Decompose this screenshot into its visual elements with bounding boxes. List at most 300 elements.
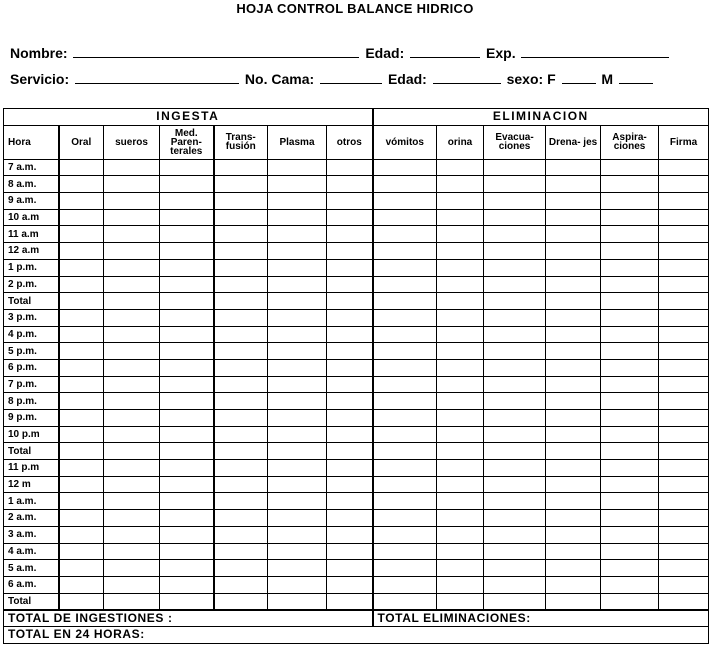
entry-cell[interactable] [437, 410, 484, 427]
entry-cell[interactable] [373, 560, 437, 577]
entry-cell[interactable] [104, 510, 160, 527]
entry-cell[interactable] [327, 293, 373, 310]
entry-cell[interactable] [373, 593, 437, 610]
entry-cell[interactable] [104, 309, 160, 326]
exp-field[interactable] [521, 46, 669, 58]
entry-cell[interactable] [268, 159, 327, 176]
entry-cell[interactable] [546, 543, 601, 560]
entry-cell[interactable] [327, 276, 373, 293]
entry-cell[interactable] [160, 460, 214, 477]
entry-cell[interactable] [484, 593, 546, 610]
entry-cell[interactable] [484, 243, 546, 260]
entry-cell[interactable] [484, 460, 546, 477]
entry-cell[interactable] [373, 226, 437, 243]
entry-cell[interactable] [546, 259, 601, 276]
entry-cell[interactable] [437, 510, 484, 527]
edad2-field[interactable] [433, 72, 501, 84]
entry-cell[interactable] [214, 593, 268, 610]
entry-cell[interactable] [327, 209, 373, 226]
entry-cell[interactable] [59, 493, 104, 510]
entry-cell[interactable] [268, 343, 327, 360]
entry-cell[interactable] [214, 259, 268, 276]
entry-cell[interactable] [373, 159, 437, 176]
entry-cell[interactable] [373, 243, 437, 260]
entry-cell[interactable] [104, 159, 160, 176]
entry-cell[interactable] [601, 359, 659, 376]
entry-cell[interactable] [437, 176, 484, 193]
entry-cell[interactable] [268, 393, 327, 410]
entry-cell[interactable] [160, 493, 214, 510]
entry-cell[interactable] [546, 576, 601, 593]
entry-cell[interactable] [160, 193, 214, 210]
entry-cell[interactable] [160, 426, 214, 443]
entry-cell[interactable] [484, 493, 546, 510]
entry-cell[interactable] [59, 226, 104, 243]
entry-cell[interactable] [327, 510, 373, 527]
entry-cell[interactable] [104, 526, 160, 543]
entry-cell[interactable] [327, 226, 373, 243]
entry-cell[interactable] [160, 159, 214, 176]
entry-cell[interactable] [437, 460, 484, 477]
entry-cell[interactable] [601, 343, 659, 360]
entry-cell[interactable] [373, 326, 437, 343]
entry-cell[interactable] [160, 176, 214, 193]
entry-cell[interactable] [546, 176, 601, 193]
entry-cell[interactable] [160, 443, 214, 460]
entry-cell[interactable] [268, 226, 327, 243]
entry-cell[interactable] [601, 460, 659, 477]
entry-cell[interactable] [160, 593, 214, 610]
entry-cell[interactable] [327, 526, 373, 543]
entry-cell[interactable] [437, 543, 484, 560]
entry-cell[interactable] [268, 209, 327, 226]
entry-cell[interactable] [327, 410, 373, 427]
entry-cell[interactable] [327, 443, 373, 460]
entry-cell[interactable] [546, 476, 601, 493]
entry-cell[interactable] [437, 209, 484, 226]
entry-cell[interactable] [268, 526, 327, 543]
entry-cell[interactable] [437, 259, 484, 276]
entry-cell[interactable] [327, 359, 373, 376]
entry-cell[interactable] [484, 410, 546, 427]
entry-cell[interactable] [601, 209, 659, 226]
entry-cell[interactable] [268, 426, 327, 443]
entry-cell[interactable] [327, 309, 373, 326]
entry-cell[interactable] [484, 293, 546, 310]
entry-cell[interactable] [373, 376, 437, 393]
entry-cell[interactable] [160, 576, 214, 593]
entry-cell[interactable] [104, 543, 160, 560]
entry-cell[interactable] [268, 193, 327, 210]
entry-cell[interactable] [268, 259, 327, 276]
entry-cell[interactable] [268, 576, 327, 593]
entry-cell[interactable] [484, 443, 546, 460]
entry-cell[interactable] [104, 476, 160, 493]
entry-cell[interactable] [659, 326, 709, 343]
entry-cell[interactable] [59, 476, 104, 493]
servicio-field[interactable] [75, 72, 239, 84]
entry-cell[interactable] [546, 309, 601, 326]
entry-cell[interactable] [104, 326, 160, 343]
entry-cell[interactable] [546, 226, 601, 243]
entry-cell[interactable] [546, 410, 601, 427]
entry-cell[interactable] [437, 476, 484, 493]
entry-cell[interactable] [659, 176, 709, 193]
entry-cell[interactable] [59, 176, 104, 193]
entry-cell[interactable] [327, 193, 373, 210]
entry-cell[interactable] [373, 460, 437, 477]
entry-cell[interactable] [373, 426, 437, 443]
entry-cell[interactable] [437, 376, 484, 393]
sexo-f-field[interactable] [562, 72, 596, 84]
entry-cell[interactable] [214, 393, 268, 410]
entry-cell[interactable] [268, 326, 327, 343]
entry-cell[interactable] [327, 576, 373, 593]
sexo-m-field[interactable] [619, 72, 653, 84]
entry-cell[interactable] [601, 543, 659, 560]
entry-cell[interactable] [437, 226, 484, 243]
entry-cell[interactable] [437, 309, 484, 326]
entry-cell[interactable] [160, 259, 214, 276]
entry-cell[interactable] [484, 209, 546, 226]
entry-cell[interactable] [484, 393, 546, 410]
entry-cell[interactable] [104, 576, 160, 593]
entry-cell[interactable] [214, 343, 268, 360]
entry-cell[interactable] [659, 510, 709, 527]
entry-cell[interactable] [160, 410, 214, 427]
entry-cell[interactable] [327, 343, 373, 360]
entry-cell[interactable] [659, 243, 709, 260]
entry-cell[interactable] [214, 510, 268, 527]
entry-cell[interactable] [601, 443, 659, 460]
entry-cell[interactable] [546, 443, 601, 460]
entry-cell[interactable] [437, 293, 484, 310]
entry-cell[interactable] [59, 193, 104, 210]
entry-cell[interactable] [546, 293, 601, 310]
entry-cell[interactable] [659, 576, 709, 593]
entry-cell[interactable] [59, 560, 104, 577]
entry-cell[interactable] [601, 426, 659, 443]
entry-cell[interactable] [601, 376, 659, 393]
entry-cell[interactable] [104, 426, 160, 443]
entry-cell[interactable] [59, 543, 104, 560]
entry-cell[interactable] [160, 560, 214, 577]
entry-cell[interactable] [373, 410, 437, 427]
entry-cell[interactable] [104, 410, 160, 427]
entry-cell[interactable] [601, 276, 659, 293]
entry-cell[interactable] [659, 159, 709, 176]
entry-cell[interactable] [659, 426, 709, 443]
entry-cell[interactable] [59, 343, 104, 360]
entry-cell[interactable] [214, 476, 268, 493]
entry-cell[interactable] [373, 209, 437, 226]
entry-cell[interactable] [104, 193, 160, 210]
entry-cell[interactable] [373, 493, 437, 510]
entry-cell[interactable] [659, 460, 709, 477]
entry-cell[interactable] [214, 526, 268, 543]
entry-cell[interactable] [160, 359, 214, 376]
entry-cell[interactable] [437, 526, 484, 543]
entry-cell[interactable] [327, 493, 373, 510]
entry-cell[interactable] [437, 326, 484, 343]
entry-cell[interactable] [484, 259, 546, 276]
entry-cell[interactable] [214, 493, 268, 510]
entry-cell[interactable] [104, 343, 160, 360]
entry-cell[interactable] [484, 343, 546, 360]
entry-cell[interactable] [546, 209, 601, 226]
entry-cell[interactable] [160, 243, 214, 260]
entry-cell[interactable] [484, 376, 546, 393]
entry-cell[interactable] [104, 209, 160, 226]
entry-cell[interactable] [104, 376, 160, 393]
entry-cell[interactable] [546, 276, 601, 293]
entry-cell[interactable] [659, 393, 709, 410]
entry-cell[interactable] [160, 526, 214, 543]
entry-cell[interactable] [546, 493, 601, 510]
entry-cell[interactable] [601, 309, 659, 326]
entry-cell[interactable] [437, 593, 484, 610]
entry-cell[interactable] [104, 493, 160, 510]
entry-cell[interactable] [484, 426, 546, 443]
entry-cell[interactable] [659, 293, 709, 310]
entry-cell[interactable] [546, 393, 601, 410]
entry-cell[interactable] [214, 159, 268, 176]
entry-cell[interactable] [214, 243, 268, 260]
entry-cell[interactable] [59, 276, 104, 293]
entry-cell[interactable] [268, 493, 327, 510]
entry-cell[interactable] [437, 159, 484, 176]
entry-cell[interactable] [373, 393, 437, 410]
entry-cell[interactable] [268, 276, 327, 293]
entry-cell[interactable] [601, 560, 659, 577]
entry-cell[interactable] [327, 159, 373, 176]
entry-cell[interactable] [59, 159, 104, 176]
entry-cell[interactable] [601, 510, 659, 527]
entry-cell[interactable] [601, 476, 659, 493]
entry-cell[interactable] [659, 526, 709, 543]
entry-cell[interactable] [104, 243, 160, 260]
entry-cell[interactable] [214, 460, 268, 477]
entry-cell[interactable] [160, 309, 214, 326]
entry-cell[interactable] [659, 376, 709, 393]
entry-cell[interactable] [104, 560, 160, 577]
entry-cell[interactable] [484, 176, 546, 193]
entry-cell[interactable] [601, 526, 659, 543]
entry-cell[interactable] [327, 326, 373, 343]
entry-cell[interactable] [268, 593, 327, 610]
entry-cell[interactable] [160, 326, 214, 343]
entry-cell[interactable] [437, 426, 484, 443]
entry-cell[interactable] [484, 476, 546, 493]
entry-cell[interactable] [214, 443, 268, 460]
entry-cell[interactable] [601, 493, 659, 510]
entry-cell[interactable] [484, 276, 546, 293]
entry-cell[interactable] [268, 543, 327, 560]
entry-cell[interactable] [484, 543, 546, 560]
entry-cell[interactable] [327, 593, 373, 610]
entry-cell[interactable] [59, 243, 104, 260]
entry-cell[interactable] [546, 359, 601, 376]
entry-cell[interactable] [601, 176, 659, 193]
entry-cell[interactable] [327, 376, 373, 393]
entry-cell[interactable] [327, 543, 373, 560]
entry-cell[interactable] [659, 309, 709, 326]
entry-cell[interactable] [59, 393, 104, 410]
entry-cell[interactable] [268, 443, 327, 460]
entry-cell[interactable] [104, 443, 160, 460]
entry-cell[interactable] [373, 293, 437, 310]
entry-cell[interactable] [373, 259, 437, 276]
entry-cell[interactable] [104, 293, 160, 310]
entry-cell[interactable] [59, 510, 104, 527]
entry-cell[interactable] [546, 193, 601, 210]
entry-cell[interactable] [104, 226, 160, 243]
entry-cell[interactable] [373, 576, 437, 593]
entry-cell[interactable] [546, 376, 601, 393]
entry-cell[interactable] [327, 243, 373, 260]
entry-cell[interactable] [437, 443, 484, 460]
entry-cell[interactable] [373, 526, 437, 543]
entry-cell[interactable] [437, 193, 484, 210]
entry-cell[interactable] [601, 259, 659, 276]
entry-cell[interactable] [327, 460, 373, 477]
entry-cell[interactable] [484, 326, 546, 343]
entry-cell[interactable] [546, 326, 601, 343]
entry-cell[interactable] [373, 176, 437, 193]
entry-cell[interactable] [268, 359, 327, 376]
entry-cell[interactable] [59, 359, 104, 376]
entry-cell[interactable] [104, 259, 160, 276]
entry-cell[interactable] [659, 593, 709, 610]
entry-cell[interactable] [437, 343, 484, 360]
entry-cell[interactable] [484, 193, 546, 210]
entry-cell[interactable] [59, 293, 104, 310]
entry-cell[interactable] [59, 209, 104, 226]
entry-cell[interactable] [214, 560, 268, 577]
entry-cell[interactable] [214, 309, 268, 326]
entry-cell[interactable] [160, 393, 214, 410]
entry-cell[interactable] [268, 309, 327, 326]
entry-cell[interactable] [160, 376, 214, 393]
entry-cell[interactable] [546, 593, 601, 610]
entry-cell[interactable] [214, 576, 268, 593]
entry-cell[interactable] [59, 460, 104, 477]
entry-cell[interactable] [160, 276, 214, 293]
entry-cell[interactable] [437, 576, 484, 593]
entry-cell[interactable] [59, 309, 104, 326]
entry-cell[interactable] [659, 343, 709, 360]
entry-cell[interactable] [659, 359, 709, 376]
entry-cell[interactable] [484, 576, 546, 593]
entry-cell[interactable] [601, 326, 659, 343]
entry-cell[interactable] [59, 576, 104, 593]
entry-cell[interactable] [546, 510, 601, 527]
entry-cell[interactable] [373, 276, 437, 293]
edad-field[interactable] [410, 46, 480, 58]
entry-cell[interactable] [268, 176, 327, 193]
entry-cell[interactable] [546, 243, 601, 260]
entry-cell[interactable] [327, 426, 373, 443]
entry-cell[interactable] [373, 476, 437, 493]
entry-cell[interactable] [327, 476, 373, 493]
entry-cell[interactable] [327, 259, 373, 276]
entry-cell[interactable] [437, 560, 484, 577]
entry-cell[interactable] [160, 543, 214, 560]
entry-cell[interactable] [437, 359, 484, 376]
entry-cell[interactable] [601, 159, 659, 176]
entry-cell[interactable] [546, 526, 601, 543]
entry-cell[interactable] [59, 410, 104, 427]
entry-cell[interactable] [373, 543, 437, 560]
nombre-field[interactable] [73, 46, 359, 58]
entry-cell[interactable] [59, 443, 104, 460]
entry-cell[interactable] [659, 410, 709, 427]
entry-cell[interactable] [104, 359, 160, 376]
entry-cell[interactable] [601, 410, 659, 427]
entry-cell[interactable] [160, 510, 214, 527]
entry-cell[interactable] [437, 493, 484, 510]
cama-field[interactable] [320, 72, 382, 84]
entry-cell[interactable] [104, 176, 160, 193]
entry-cell[interactable] [659, 476, 709, 493]
entry-cell[interactable] [160, 209, 214, 226]
entry-cell[interactable] [268, 243, 327, 260]
entry-cell[interactable] [59, 526, 104, 543]
entry-cell[interactable] [268, 510, 327, 527]
entry-cell[interactable] [214, 176, 268, 193]
entry-cell[interactable] [104, 393, 160, 410]
entry-cell[interactable] [659, 543, 709, 560]
entry-cell[interactable] [59, 593, 104, 610]
entry-cell[interactable] [484, 309, 546, 326]
entry-cell[interactable] [601, 243, 659, 260]
entry-cell[interactable] [601, 393, 659, 410]
entry-cell[interactable] [214, 293, 268, 310]
entry-cell[interactable] [601, 576, 659, 593]
entry-cell[interactable] [160, 293, 214, 310]
entry-cell[interactable] [268, 376, 327, 393]
entry-cell[interactable] [104, 460, 160, 477]
entry-cell[interactable] [546, 159, 601, 176]
entry-cell[interactable] [659, 443, 709, 460]
entry-cell[interactable] [373, 443, 437, 460]
entry-cell[interactable] [214, 226, 268, 243]
entry-cell[interactable] [327, 560, 373, 577]
entry-cell[interactable] [59, 326, 104, 343]
entry-cell[interactable] [484, 526, 546, 543]
entry-cell[interactable] [484, 359, 546, 376]
entry-cell[interactable] [437, 393, 484, 410]
entry-cell[interactable] [268, 460, 327, 477]
entry-cell[interactable] [437, 276, 484, 293]
entry-cell[interactable] [373, 510, 437, 527]
entry-cell[interactable] [546, 343, 601, 360]
entry-cell[interactable] [484, 510, 546, 527]
entry-cell[interactable] [659, 259, 709, 276]
entry-cell[interactable] [546, 426, 601, 443]
entry-cell[interactable] [160, 476, 214, 493]
entry-cell[interactable] [373, 193, 437, 210]
entry-cell[interactable] [104, 593, 160, 610]
entry-cell[interactable] [160, 343, 214, 360]
entry-cell[interactable] [59, 426, 104, 443]
entry-cell[interactable] [214, 359, 268, 376]
entry-cell[interactable] [160, 226, 214, 243]
entry-cell[interactable] [373, 343, 437, 360]
entry-cell[interactable] [214, 276, 268, 293]
entry-cell[interactable] [659, 276, 709, 293]
entry-cell[interactable] [268, 560, 327, 577]
